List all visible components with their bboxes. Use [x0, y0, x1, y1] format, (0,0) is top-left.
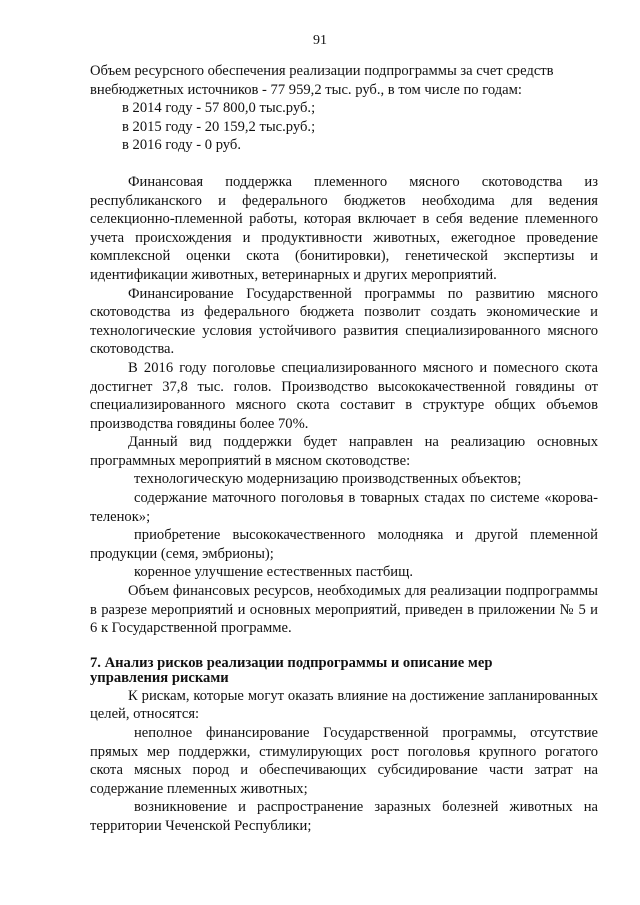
resources-paragraph: Объем финансовых ресурсов, необходимых для реализации подпрограммы в разрезе мероприятий и основных мероприятий, приведен в приложении № 5 и 6 к Государственной программе. [90, 583, 598, 637]
body-paragraph: Финансовая поддержка племенного мясного скотоводства из республиканского и федерального бюджетов необходима для ведения селекционно-племенной работы, которая включает в себя ведение племенного учета происхождения и продуктивности животных, ежегодное проведение комплексной оценки скота (бонитировки), генетической экспертизы и идентификации животных, ветеринарных и других мероприятий. [90, 173, 598, 283]
section-heading: 7. Анализ рисков реализации подпрограммы и описание мер [90, 654, 493, 671]
support-measure-item: коренное улучшение естественных пастбищ. [134, 564, 413, 581]
funding-year-item: в 2014 году - 57 800,0 тыс.руб.; [122, 100, 316, 117]
funding-intro-line: Объем ресурсного обеспечения реализации подпрограммы за счет средств [90, 63, 554, 79]
page-content [90, 62, 598, 836]
funding-intro-line: внебюджетных источников - 77 959,2 тыс. руб., в том числе по годам: [90, 81, 522, 98]
spacer [90, 155, 598, 173]
page-number: 91 [313, 33, 327, 48]
risk-item: неполное финансирование Государственной программы, отсутствие прямых мер поддержки, стимулирующих рост поголовья крупного рогатого скота мясных пород и обеспечивающих субсидирование части затрат на содержание племенных животных; [90, 725, 598, 797]
body-paragraph: Финансирование Государственной программы по развитию мясного скотоводства из федерального бюджета позволит создать экономические и технологические условия устойчивого развития специализированного мясного скотоводства. [90, 285, 598, 358]
body-paragraph: Данный вид поддержки будет направлен на реализацию основных программных мероприятий в мясном скотоводстве: [90, 434, 598, 469]
body-paragraph: В 2016 году поголовье специализированного мясного и помесного скота достигнет 37,8 тыс. голов. Производство высококачественной говядины от специализированного мясного скота составит в структуре общих объемов производства говядины более 70%. [90, 359, 598, 432]
spacer [90, 638, 598, 656]
risk-item: возникновение и распространение заразных болезней животных на территории Чеченской Республики; [90, 799, 598, 834]
section-heading: управления рисками [90, 670, 229, 687]
support-measure-item: приобретение высококачественного молодняка и другой племенной продукции (семя, эмбрионы); [90, 527, 598, 562]
support-measure-item: содержание маточного поголовья в товарных стадах по системе «корова-теленок»; [90, 490, 598, 525]
funding-year-item: в 2016 году - 0 руб. [122, 137, 241, 154]
risks-intro: К рискам, которые могут оказать влияние на достижение запланированных целей, относятся: [90, 687, 598, 723]
support-measure-item: технологическую модернизацию производственных объектов; [134, 471, 522, 488]
funding-year-item: в 2015 году - 20 159,2 тыс.руб.; [122, 118, 316, 135]
